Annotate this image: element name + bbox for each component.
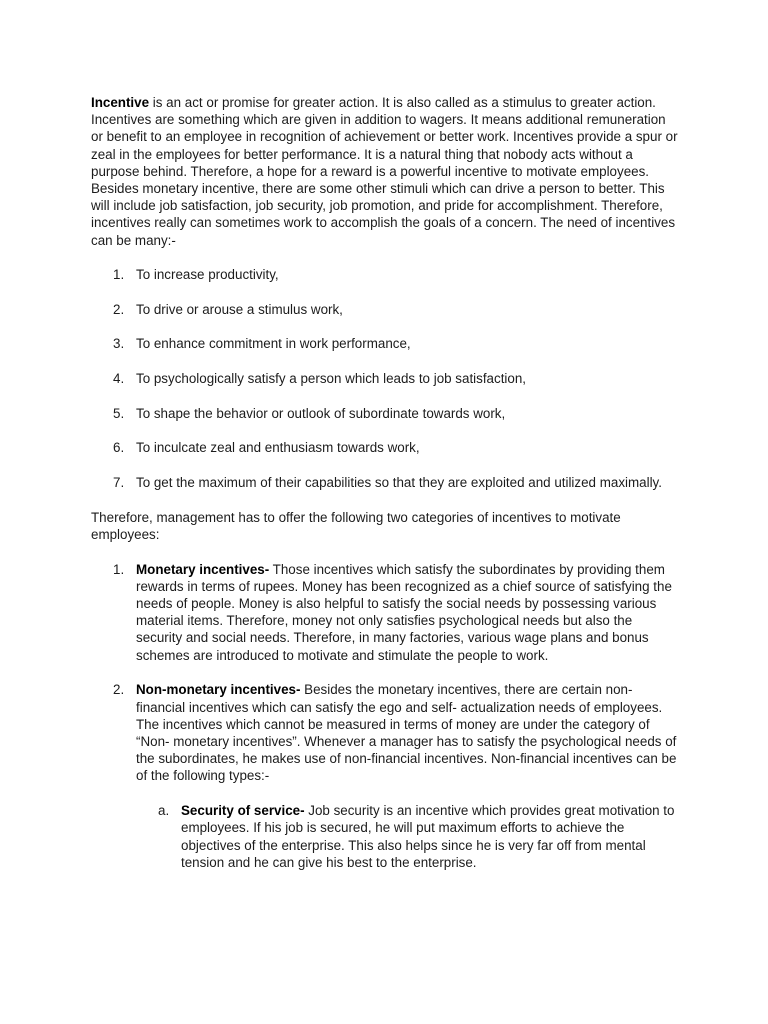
subtype-text: Job security is an incentive which provides great motivation to employees. If his job is secured, he will put maximum efforts to achieve the objectives of the enterprise. This also helps since he is very far off from mental tension and he can give his best to the enterprise.: [181, 803, 675, 870]
list-item: [91, 561, 681, 664]
category-text: Those incentives which satisfy the subordinates by providing them rewards in terms of rupees. Money has been recognized as a chief source of satisfying the needs of people. Money is also helpful to satisfy the social needs by possessing various material items. Therefore, money not only satisfies psychological needs but also the security and social needs. Therefore, in many factories, various wage plans and bonus schemes are introduced to motivate and stimulate the people to work.: [136, 561, 672, 663]
needs-list: [91, 266, 681, 491]
list-number: 2.: [113, 682, 125, 698]
category-title: Non-monetary incentives-: [136, 682, 301, 698]
list-text: To get the maximum of their capabilities so that they are exploited and utilized maximally.: [136, 475, 662, 491]
list-text: To inculcate zeal and enthusiasm towards work,: [136, 440, 420, 456]
list-item: [91, 370, 681, 387]
list-number: 1.: [113, 561, 125, 577]
list-number: 3.: [113, 336, 125, 352]
list-text: To drive or arouse a stimulus work,: [136, 301, 343, 317]
category-title: Monetary incentives-: [136, 561, 270, 577]
list-item: [91, 266, 681, 283]
categories-intro-paragraph: Therefore, management has to offer the following two categories of incentives to motivate employees:: [91, 509, 621, 542]
subtypes-list: [136, 802, 681, 871]
list-number: 7.: [113, 475, 125, 491]
list-item: [91, 335, 681, 352]
list-text: To shape the behavior or outlook of subordinate towards work,: [136, 405, 506, 421]
list-item: [91, 474, 681, 491]
sub-list-letter: a.: [158, 803, 170, 819]
list-text: To enhance commitment in work performance,: [136, 336, 411, 352]
list-item: [91, 301, 681, 318]
list-text: To increase productivity,: [136, 266, 279, 282]
list-number: 1.: [113, 266, 125, 282]
list-item: [91, 439, 681, 456]
list-item: [91, 681, 681, 871]
list-number: 6.: [113, 440, 125, 456]
sub-list-item: [136, 802, 681, 871]
subtype-title: Security of service-: [181, 803, 305, 819]
list-text: To psychologically satisfy a person which leads to job satisfaction,: [136, 370, 527, 386]
intro-term: Incentive: [91, 95, 150, 110]
list-item: [91, 405, 681, 422]
intro-paragraph: [91, 94, 681, 249]
list-number: 5.: [113, 405, 125, 421]
list-number: 4.: [113, 370, 125, 386]
document-page: [91, 94, 681, 888]
list-number: 2.: [113, 301, 125, 317]
category-text: Besides the monetary incentives, there are certain non-financial incentives which can satisfy the ego and self- actualization needs of employees. The incentives which cannot be measured in terms of money are under the category of “Non- monetary incentives”. Whenever a manager has to satisfy the psychological needs of the subordinates, he makes use of non-financial incentives. Non-financial incentives can be of the following types:-: [136, 682, 677, 784]
categories-list: [91, 561, 681, 871]
intro-text: is an act or promise for greater action. It is also called as a stimulus to greater action. Incentives are something which are given in addition to wagers. It means additional remuneration or benefit to an employee in recognition of achievement or better work. Incentives provide a spur or zeal in the employees for better performance. It is a natural thing that nobody acts without a purpose behind. Therefore, a hope for a reward is a powerful incentive to motivate employees. Besides monetary incentive, there are some other stimuli which can drive a person to better. This will include job satisfaction, job security, job promotion, and pride for accomplishment. Therefore, incentives really can sometimes work to accomplish the goals of a concern. The need of incentives can be many:-: [91, 95, 678, 248]
